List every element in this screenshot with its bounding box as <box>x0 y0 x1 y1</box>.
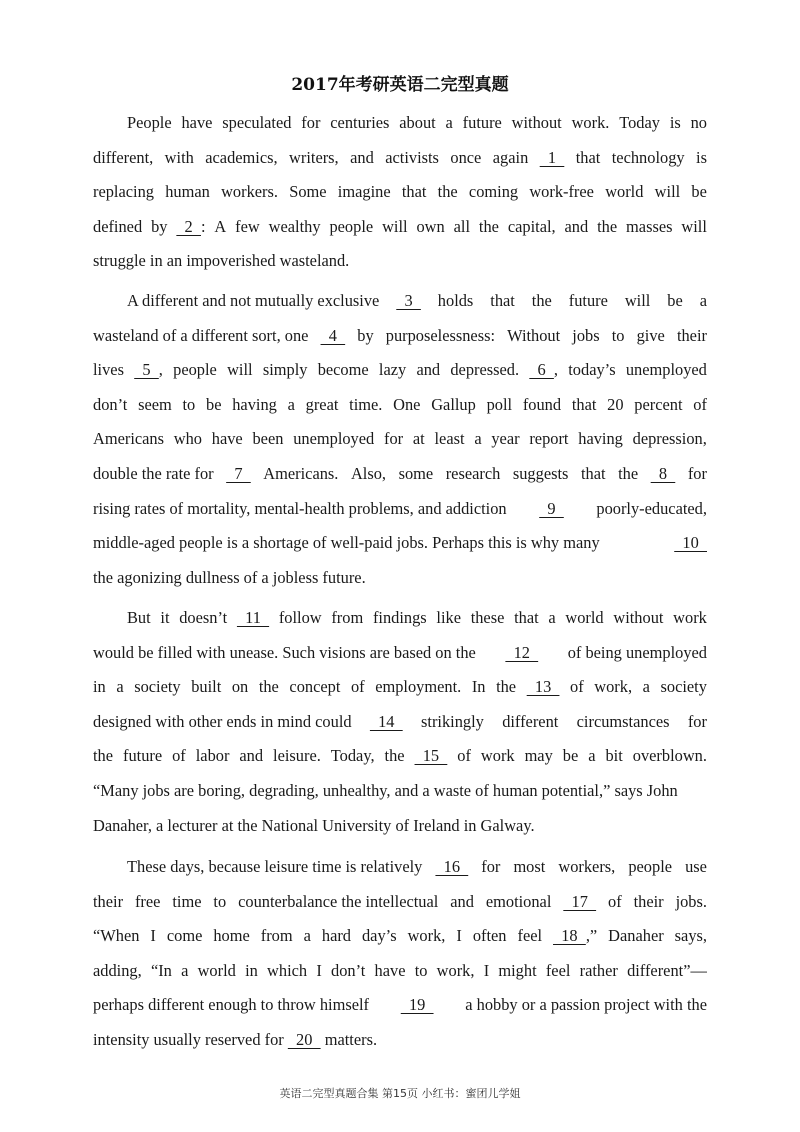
word: found <box>522 394 562 414</box>
word: struggle in an impoverished wasteland. <box>93 251 350 271</box>
paragraph-1 <box>93 106 707 279</box>
word: great <box>305 394 339 414</box>
word: a <box>642 677 650 697</box>
blank-7 <box>226 457 251 492</box>
word: for <box>301 113 321 132</box>
word: the <box>597 216 618 236</box>
text-line <box>93 809 707 844</box>
word: speculated <box>222 113 292 132</box>
word: These days, because leisure time is relatively <box>127 857 423 876</box>
text-line <box>93 388 707 423</box>
word: own <box>416 216 445 236</box>
word: People <box>127 113 172 132</box>
word: that <box>514 608 539 627</box>
word: Also, <box>350 463 387 483</box>
blank-3 <box>396 284 421 319</box>
text-line <box>93 175 707 210</box>
word: 20 <box>607 394 624 414</box>
word: in <box>93 677 106 697</box>
paragraph-4 <box>93 850 707 1058</box>
word: for <box>384 429 404 449</box>
word: without <box>511 113 562 132</box>
word: time. <box>349 394 383 414</box>
text-line <box>93 919 707 954</box>
word: will <box>654 182 681 202</box>
word: the <box>531 291 552 310</box>
word: percent <box>634 394 683 414</box>
word: few <box>235 216 260 236</box>
blank-17 <box>563 885 596 920</box>
blank-number: 3 <box>396 291 421 310</box>
word: poll <box>486 394 513 414</box>
word: technology <box>611 147 685 167</box>
word: the <box>93 746 114 766</box>
word: from <box>331 608 364 627</box>
word: will <box>681 216 707 236</box>
word: a <box>181 960 189 980</box>
word: with <box>164 147 194 167</box>
word: centuries <box>330 113 390 132</box>
word: I <box>456 926 462 946</box>
word: people <box>173 360 217 380</box>
blank-14 <box>370 705 403 740</box>
word: activists <box>385 147 439 167</box>
word: don’t <box>93 394 128 414</box>
word: purposelessness: <box>385 325 496 345</box>
blank-11 <box>237 601 269 636</box>
word: the <box>496 677 517 697</box>
blank-number: 6 <box>529 360 554 380</box>
blank-number: 20 <box>287 1029 321 1049</box>
blank-number: 1 <box>539 147 565 167</box>
word: will <box>227 360 253 380</box>
word: their <box>633 891 664 911</box>
word: give <box>636 325 665 345</box>
word: One <box>393 394 421 414</box>
word: “Many jobs are boring, degrading, unhealthy, and a waste of human potential,” says John <box>93 780 678 800</box>
word: that <box>575 147 601 167</box>
word: adding, <box>93 960 142 980</box>
word: “In <box>150 960 172 980</box>
blank-10 <box>674 526 707 561</box>
text-line <box>93 526 707 561</box>
text-line <box>93 636 707 671</box>
word: a <box>303 926 311 946</box>
word: doesn’t <box>179 608 228 627</box>
word: to <box>414 960 428 980</box>
word: to <box>182 394 196 414</box>
text-line <box>93 353 707 388</box>
word: Today <box>619 113 660 132</box>
word: no <box>690 113 707 132</box>
text-line <box>93 601 707 636</box>
word: future <box>123 746 163 766</box>
blank-8 <box>651 457 676 492</box>
word: A <box>214 216 227 236</box>
word: defined <box>93 216 143 236</box>
text-line <box>93 670 707 705</box>
word: and <box>564 216 589 236</box>
word: of <box>172 746 186 766</box>
word: come <box>166 926 203 946</box>
word: have <box>211 429 243 449</box>
text-line <box>93 422 707 457</box>
text-line <box>93 457 707 492</box>
word: who <box>173 429 202 449</box>
word: some <box>398 463 434 483</box>
blank-number: 19 <box>400 995 434 1015</box>
word: masses <box>626 216 673 236</box>
word: “When <box>93 926 140 946</box>
word: at <box>412 429 425 449</box>
blank-5: 5 , <box>134 360 163 380</box>
word: lazy <box>378 360 407 380</box>
word: wasteland of a different sort, one <box>93 325 309 345</box>
word: world <box>565 608 604 627</box>
blank-6: 6 , <box>529 360 559 380</box>
word: the <box>618 463 639 483</box>
text-line <box>93 284 707 319</box>
word: that <box>571 394 597 414</box>
word: the <box>437 182 458 202</box>
word: different”— <box>627 960 707 980</box>
word: emotional <box>485 891 552 911</box>
word: these <box>470 608 505 627</box>
word: report <box>529 429 569 449</box>
word: unemployed <box>625 360 707 380</box>
word: will <box>624 291 651 310</box>
word: home <box>213 926 250 946</box>
word: and <box>239 746 264 766</box>
blank-number: 15 <box>414 746 448 766</box>
word: says, <box>674 926 707 946</box>
word: employment. <box>375 677 462 697</box>
word: of being unemployed <box>567 642 707 662</box>
word: on <box>231 677 249 697</box>
word: lives <box>93 360 124 380</box>
paragraph-3 <box>93 601 707 843</box>
word: of <box>693 394 707 414</box>
word: of <box>457 746 471 766</box>
word: it <box>160 608 170 627</box>
word: year <box>491 429 520 449</box>
word: hard <box>321 926 351 946</box>
word: without <box>613 608 664 627</box>
word: that <box>580 463 606 483</box>
word: time <box>172 891 202 911</box>
word: work, <box>436 960 475 980</box>
word: I <box>316 960 322 980</box>
word: all <box>453 216 470 236</box>
word: for <box>481 857 501 876</box>
text-line <box>93 988 707 1023</box>
text-line <box>93 106 707 141</box>
word: the <box>478 216 499 236</box>
blank-number: 16 <box>435 857 469 876</box>
word: poorly-educated, <box>596 498 707 518</box>
word: I <box>150 926 156 946</box>
text-line <box>93 850 707 885</box>
word: rising rates of mortality, mental-health problems, and addiction <box>93 498 507 518</box>
word: world <box>605 182 644 202</box>
word: work <box>480 746 515 766</box>
text-line <box>93 244 707 279</box>
word: feel <box>545 960 571 980</box>
word: a <box>548 608 556 627</box>
word: is <box>669 113 681 132</box>
word: is <box>696 147 707 167</box>
word: feel <box>517 926 543 946</box>
blank-number: 7 <box>226 463 251 483</box>
word: rather <box>579 960 618 980</box>
word: be <box>206 394 222 414</box>
word: jobs. <box>675 891 707 911</box>
word: matters. <box>324 1029 378 1049</box>
word: suggests <box>512 463 569 483</box>
word: to <box>213 891 227 911</box>
word: again <box>492 147 529 167</box>
text-line <box>93 141 707 176</box>
word: would be filled with unease. Such visions are based on the <box>93 642 476 662</box>
word: unemployed <box>293 429 375 449</box>
blank-number: 12 <box>505 642 539 662</box>
word: be <box>691 182 707 202</box>
word: Without <box>507 325 561 345</box>
word: that <box>490 291 515 310</box>
blank-number: 2 <box>176 216 201 236</box>
word: don’t <box>331 960 366 980</box>
word: by <box>151 216 168 236</box>
word: counterbalance the intellectual <box>238 891 439 911</box>
blank-number: 13 <box>526 677 560 697</box>
word: day’s <box>361 926 397 946</box>
word: from <box>260 926 293 946</box>
word: different <box>502 711 559 731</box>
page-footer: 英语二完型真题合集 第15页 小红书：蜜团儿学姐 <box>279 1087 521 1100</box>
word: for <box>687 711 707 731</box>
word: a <box>287 394 295 414</box>
text-line <box>93 492 707 527</box>
blank-4 <box>321 319 346 354</box>
word: people <box>329 216 374 236</box>
word: built <box>191 677 222 697</box>
word: perhaps different enough to throw himself <box>93 995 369 1015</box>
word: a <box>116 677 124 697</box>
word: once <box>450 147 482 167</box>
blank-number: 9 <box>539 498 564 518</box>
word: will <box>382 216 408 236</box>
word: and <box>416 360 441 380</box>
blank-15 <box>415 739 448 774</box>
word: jobs <box>572 325 600 345</box>
word: the <box>258 677 279 697</box>
word: their <box>93 891 124 911</box>
word: Americans. <box>263 463 339 483</box>
word: a hobby or a passion project with the <box>465 995 707 1015</box>
word: might <box>498 960 537 980</box>
word: research <box>445 463 501 483</box>
word: workers, <box>558 857 616 876</box>
text-line <box>93 954 707 989</box>
text-line <box>93 210 707 245</box>
word: capital, <box>507 216 556 236</box>
word: and <box>450 891 474 911</box>
blank-number: 18 <box>553 926 586 946</box>
word: society <box>134 677 181 697</box>
word: designed with other ends in mind could <box>93 711 352 731</box>
word: intensity usually reserved for <box>93 1029 284 1049</box>
word: seem <box>138 394 172 414</box>
word: future <box>462 113 502 132</box>
blank-number: 10 <box>674 533 707 553</box>
word: that <box>401 182 427 202</box>
word: have <box>374 960 406 980</box>
word: often <box>472 926 507 946</box>
word: In <box>471 677 486 697</box>
blank-number: 8 <box>650 463 676 483</box>
word: leisure. <box>273 746 321 766</box>
word: world <box>197 960 236 980</box>
blank-13 <box>527 670 560 705</box>
blank-20 <box>288 1030 321 1049</box>
word: the agonizing dullness of a jobless future. <box>93 567 366 587</box>
blank-18: 18 ,” <box>553 926 598 946</box>
word: a <box>474 429 482 449</box>
word: having <box>578 429 623 449</box>
word: a <box>699 291 707 310</box>
word: overblown. <box>632 746 707 766</box>
word: like <box>436 608 461 627</box>
word: workers. <box>221 182 278 202</box>
page-title: 2017年考研英语二完型真题 <box>291 75 509 95</box>
blank-number: 5 <box>134 360 159 380</box>
text-line <box>93 774 707 809</box>
word: bit <box>605 746 623 766</box>
text-line <box>93 561 707 596</box>
blank-1 <box>540 141 565 176</box>
word: least <box>434 429 465 449</box>
blank-2: 2 : <box>176 216 206 236</box>
word: strikingly <box>421 711 484 731</box>
text-line <box>93 319 707 354</box>
word: work-free <box>529 182 594 202</box>
word: work, <box>594 677 633 697</box>
blank-number: 4 <box>320 325 346 345</box>
word: a <box>588 746 596 766</box>
word: work <box>673 608 707 627</box>
blank-16 <box>435 850 468 885</box>
word: of <box>608 891 622 911</box>
word: writers, <box>289 147 339 167</box>
word: different, <box>93 147 154 167</box>
word: a <box>445 113 453 132</box>
blank-12 <box>505 636 538 671</box>
word: A different and not mutually exclusive <box>127 291 380 310</box>
word: circumstances <box>576 711 670 731</box>
word: depression, <box>632 429 707 449</box>
word: about <box>399 113 436 132</box>
word: depressed. <box>450 360 520 380</box>
word: follow <box>278 608 322 627</box>
word: Danaher <box>608 926 664 946</box>
word: use <box>685 857 707 876</box>
word: in <box>245 960 258 980</box>
word: today’s <box>568 360 616 380</box>
word: double the rate for <box>93 463 214 483</box>
word: for <box>687 463 707 483</box>
blank-number: 17 <box>563 891 597 911</box>
word: But <box>127 608 151 627</box>
word: most <box>513 857 546 876</box>
text-line <box>93 739 707 774</box>
word: I <box>483 960 490 980</box>
word: of <box>570 677 584 697</box>
word: and <box>350 147 374 167</box>
blank-9 <box>539 492 564 527</box>
word: simply <box>262 360 308 380</box>
word: be <box>562 746 579 766</box>
text-line <box>93 1023 707 1058</box>
word: findings <box>372 608 427 627</box>
word: Danaher, a lecturer at the National University of Ireland in Galway. <box>93 815 535 835</box>
word: coming <box>468 182 519 202</box>
paragraph-2 <box>93 284 707 595</box>
text-line <box>93 705 707 740</box>
word: have <box>181 113 213 132</box>
word: their <box>676 325 707 345</box>
word: to <box>611 325 625 345</box>
word: become <box>317 360 369 380</box>
word: Some <box>289 182 327 202</box>
word: concept <box>289 677 341 697</box>
word: may <box>524 746 553 766</box>
word: people <box>628 857 673 876</box>
word: replacing <box>93 182 154 202</box>
word: free <box>134 891 161 911</box>
text-line <box>93 885 707 920</box>
word: future <box>568 291 608 310</box>
word: Today, <box>330 746 375 766</box>
word: labor <box>195 746 230 766</box>
word: be <box>667 291 683 310</box>
word: which <box>267 960 308 980</box>
word: human <box>165 182 210 202</box>
word: the <box>384 746 405 766</box>
word: Gallup <box>431 394 476 414</box>
word: been <box>252 429 284 449</box>
word: academics, <box>205 147 278 167</box>
word: having <box>232 394 277 414</box>
word: society <box>660 677 707 697</box>
blank-number: 14 <box>369 711 403 731</box>
word: wealthy <box>268 216 321 236</box>
word: middle-aged people is a shortage of well-paid jobs. Perhaps this is why many <box>93 533 600 553</box>
word: imagine <box>337 182 391 202</box>
word: work. <box>571 113 610 132</box>
blank-19 <box>401 988 434 1023</box>
word: of <box>350 677 365 697</box>
word: work, <box>407 926 446 946</box>
word: Americans <box>93 429 164 449</box>
word: holds <box>437 291 474 310</box>
blank-number: 11 <box>236 608 270 627</box>
word: by <box>357 325 374 345</box>
